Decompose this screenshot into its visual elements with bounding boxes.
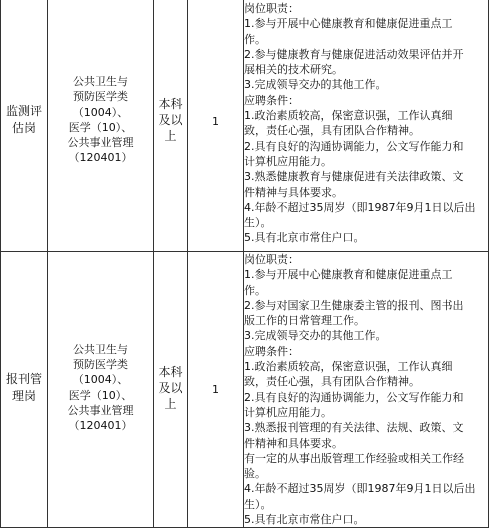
major-cell [48, 252, 154, 528]
major-cell [48, 0, 154, 252]
desc-line: 验。 [244, 467, 266, 481]
desc-line: 件精神与具体要求。 [244, 185, 343, 199]
desc-line: 计算机应用能力。 [244, 405, 332, 419]
education-cell [154, 252, 188, 528]
desc-line: 应聘条件： [244, 344, 299, 358]
table-row-monitoring [1, 0, 489, 252]
desc-line: 1.参与开展中心健康教育和健康促进重点工 [244, 17, 453, 31]
desc-line: 3.完成领导交办的其他工作。 [244, 78, 387, 92]
desc-line: 3.熟悉报刊管理的有关法律、法规、政策、文 [244, 421, 464, 435]
major-text: 公共卫生与 预防医学类 （1004）、 医学（10）、 公共事业管理 （120401） [67, 74, 134, 165]
desc-line: 展相关的技术研究。 [244, 63, 343, 77]
desc-line: 件精神和具体要求。 [244, 436, 343, 450]
desc-line: 作。 [244, 32, 266, 46]
desc-line: 2.参与对国家卫生健康委主管的报刊、图书出 [244, 298, 464, 312]
major-text: 公共卫生与 预防医学类 （1004）、 医学（10）、 公共事业管理 （120401） [67, 342, 134, 433]
desc-line: 4.年龄不超过35周岁（即1987年9月1日以后出 [244, 200, 476, 214]
education-cell [154, 0, 188, 252]
desc-line: 3.熟悉健康教育与健康促进有关法律政策、文 [244, 170, 464, 184]
headcount: 1 [212, 115, 219, 129]
desc-line: 计算机应用能力。 [244, 154, 332, 168]
desc-line: 2.具有良好的沟通协调能力，公文写作能力和 [244, 390, 464, 404]
desc-line: 2.具有良好的沟通协调能力，公文写作能力和 [244, 139, 464, 153]
description-cell [244, 0, 489, 252]
desc-line: 2.参与健康教育与健康促进活动效果评估并开 [244, 47, 464, 61]
desc-line: 生）。 [244, 497, 272, 511]
post-name-cell [1, 0, 48, 252]
headcount-cell [188, 252, 244, 528]
desc-line: 致，责任心强，具有团队合作精神。 [244, 375, 420, 389]
desc-line: 1.参与开展中心健康教育和健康促进重点工 [244, 268, 453, 282]
desc-line: 1.政治素质较高，保密意识强，工作认真细 [244, 109, 453, 123]
desc-line: 生）。 [244, 216, 272, 230]
desc-line: 有一定的从事出版管理工作经验或相关工作经 [244, 451, 464, 465]
education-text: 本科 及以 上 [158, 364, 183, 411]
post-name: 监测评 估岗 [5, 103, 42, 135]
desc-line: 5.具有北京市常住户口。 [244, 231, 365, 245]
headcount-cell [188, 0, 244, 252]
desc-line: 1.政治素质较高，保密意识强，工作认真细 [244, 360, 453, 374]
desc-line: 3.完成领导交办的其他工作。 [244, 329, 387, 343]
table-row-journal [1, 252, 489, 528]
post-name: 报刊管 理岗 [5, 371, 42, 403]
education-text: 本科 及以 上 [158, 96, 183, 143]
desc-line: 岗位职责： [244, 2, 299, 15]
description-cell [244, 252, 489, 528]
desc-line: 应聘条件： [244, 93, 299, 107]
post-name-cell [1, 252, 48, 528]
desc-line: 4.年龄不超过35周岁（即1987年9月1日以后出 [244, 482, 476, 496]
desc-line: 致，责任心强，具有团队合作精神。 [244, 124, 420, 138]
headcount: 1 [212, 383, 219, 397]
desc-line: 5.具有北京市常住户口。 [244, 513, 365, 527]
desc-line: 作。 [244, 283, 266, 297]
desc-line: 版工作的日常管理工作。 [244, 314, 365, 328]
desc-line: 岗位职责： [244, 253, 299, 266]
